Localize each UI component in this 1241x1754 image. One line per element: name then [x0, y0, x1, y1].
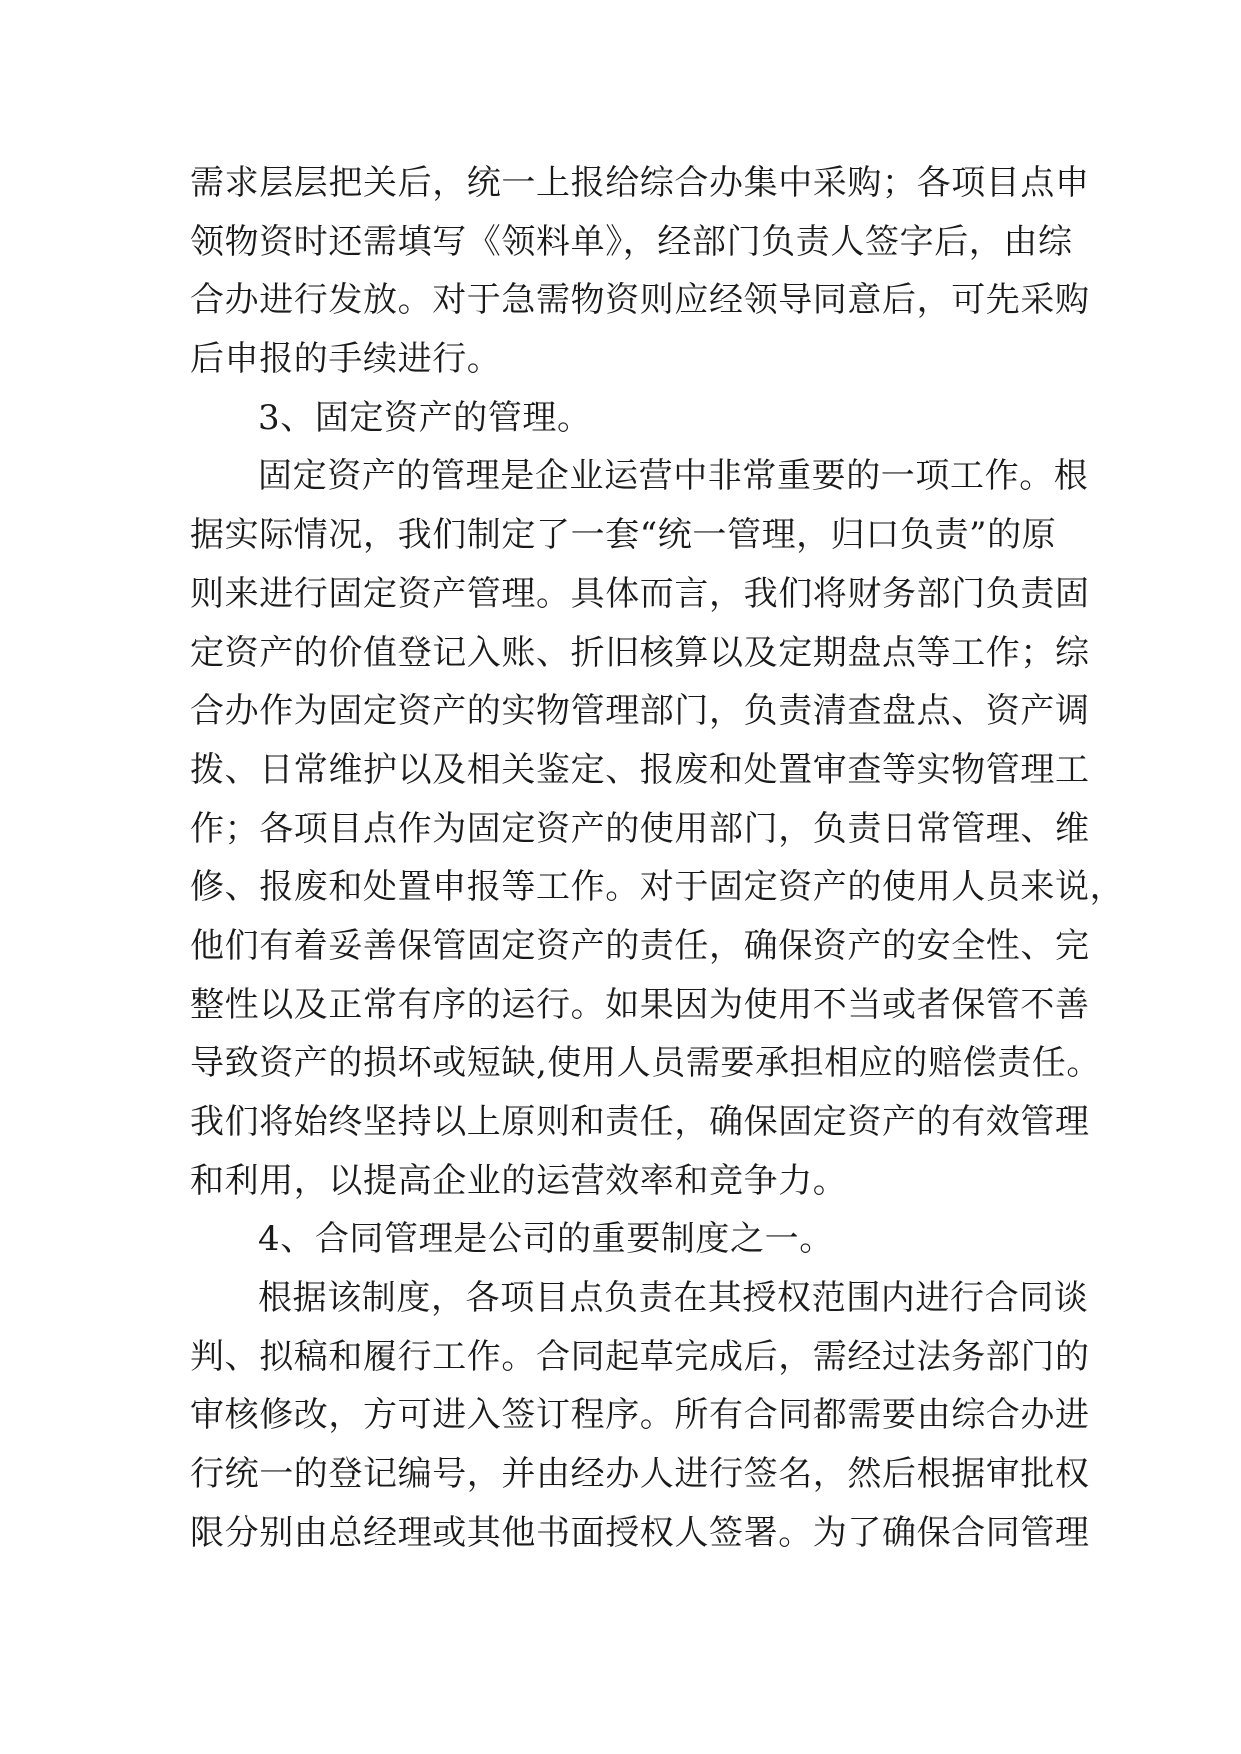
- text-line: 修、报废和处置申报等工作。对于固定资产的使用人员来说，: [190, 867, 1125, 908]
- text-line: 拨、日常维护以及相关鉴定、报废和处置审查等实物管理工: [190, 749, 1090, 790]
- text-line: 据实际情况，我们制定了一套“统一管理，归口负责”的原: [190, 515, 1057, 556]
- text-line: 我们将始终坚持以上原则和责任，确保固定资产的有效管理: [190, 1102, 1090, 1142]
- text-line: 根据该制度，各项目点负责在其授权范围内进行合同谈: [258, 1278, 1089, 1319]
- text-line: 行统一的登记编号，并由经办人进行签名，然后根据审批权: [190, 1454, 1090, 1495]
- text-line: 限分别由总经理或其他书面授权人签署。为了确保合同管理: [190, 1512, 1090, 1553]
- document-body: [190, 154, 1125, 1563]
- text-line: 定资产的价值登记入账、折旧核算以及定期盘点等工作；综: [190, 632, 1090, 673]
- text-line: 领物资时还需填写《领料单》，经部门负责人签字后，由综: [190, 221, 1073, 262]
- text-line: 和利用，以提高企业的运营效率和竞争力。: [190, 1160, 848, 1201]
- text-line: 3、固定资产的管理。: [258, 397, 592, 438]
- text-line: 需求层层把关后，统一上报给综合办集中采购；各项目点申: [190, 163, 1090, 203]
- text-line: 导致资产的损坏或短缺,使用人员需要承担相应的赔偿责任。: [190, 1043, 1102, 1084]
- text-line: 后申报的手续进行。: [190, 339, 502, 380]
- text-line: 审核修改，方可进入签订程序。所有合同都需要由综合办进: [190, 1395, 1090, 1436]
- text-line: 则来进行固定资产管理。具体而言，我们将财务部门负责固: [190, 573, 1090, 614]
- text-line: 整性以及正常有序的运行。如果因为使用不当或者保管不善: [190, 984, 1090, 1025]
- text-line: 4、合同管理是公司的重要制度之一。: [258, 1219, 834, 1260]
- text-line: 固定资产的管理是企业运营中非常重要的一项工作。根: [258, 456, 1089, 497]
- text-line: 合办作为固定资产的实物管理部门，负责清查盘点、资产调: [190, 691, 1090, 732]
- text-line: 他们有着妥善保管固定资产的责任，确保资产的安全性、完: [190, 925, 1090, 966]
- text-line: 作；各项目点作为固定资产的使用部门，负责日常管理、维: [190, 808, 1090, 849]
- text-line: 判、拟稿和履行工作。合同起草完成后，需经过法务部门的: [190, 1336, 1090, 1377]
- text-line: 合办进行发放。对于急需物资则应经领导同意后，可先采购: [190, 280, 1090, 321]
